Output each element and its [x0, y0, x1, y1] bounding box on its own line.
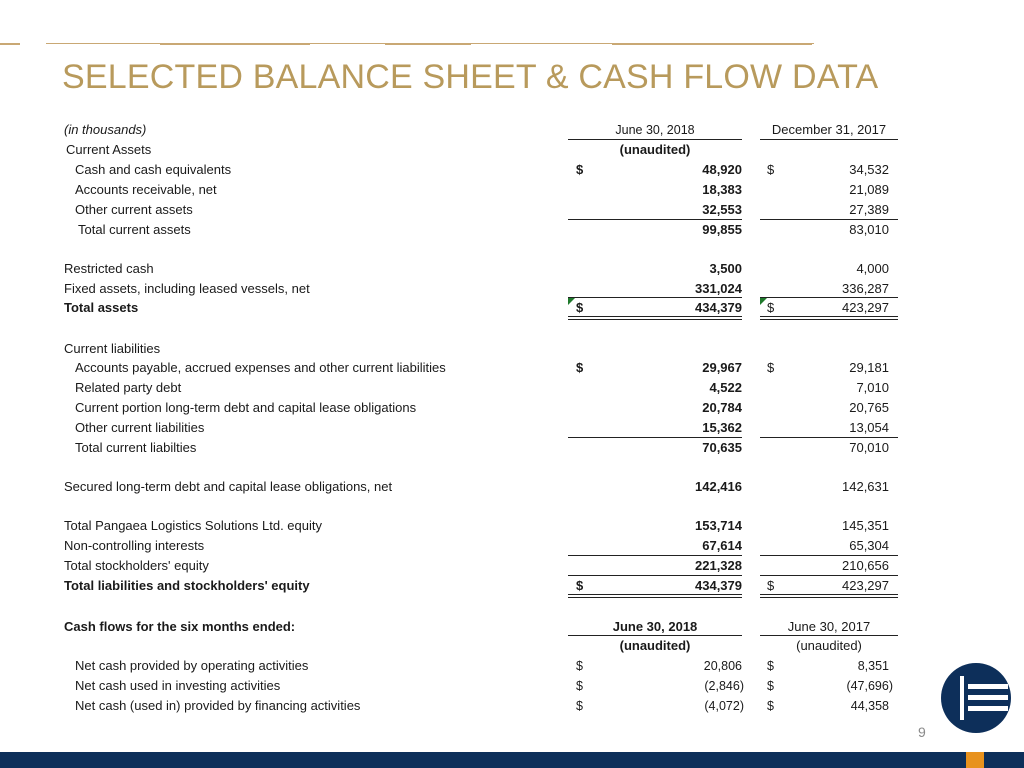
value-2018: 99,855 — [702, 222, 742, 237]
cashflow-unaudited-row — [0, 636, 1024, 656]
row-label: Secured long-term debt and capital lease obligations, net — [64, 479, 393, 494]
row-label: Total current assets — [78, 222, 191, 237]
row-label: Total assets — [64, 300, 139, 315]
value-2018: 70,635 — [702, 440, 742, 455]
balance-row — [0, 477, 1024, 497]
dollar-sign: $ — [767, 360, 775, 375]
balance-row — [0, 398, 1024, 418]
balance-row — [0, 536, 1024, 556]
value-2017: 423,297 — [842, 578, 889, 593]
row-label: Cash and cash equivalents — [75, 162, 232, 177]
row-label: Total Pangaea Logistics Solutions Ltd. equity — [64, 518, 323, 533]
total-double-rule — [760, 316, 898, 320]
unaudited-label: (unaudited) — [619, 638, 691, 653]
balance-row — [0, 298, 1024, 318]
page-number: 9 — [918, 724, 926, 740]
value-2018: 32,553 — [702, 202, 742, 217]
dollar-sign: $ — [767, 300, 775, 315]
value-2017: 34,532 — [849, 162, 889, 177]
row-label: Current liabilities — [64, 341, 161, 356]
top-rule-5 — [612, 43, 812, 45]
value-2018: 29,967 — [702, 360, 742, 375]
row-label: Other current assets — [75, 202, 193, 217]
dollar-sign: $ — [576, 659, 583, 673]
value-2017: 21,089 — [849, 182, 889, 197]
cashflow-col2-header: June 30, 2017 — [787, 619, 871, 634]
row-label: Restricted cash — [64, 261, 154, 276]
value-2018: 48,920 — [702, 162, 742, 177]
value-2017: 4,000 — [856, 261, 889, 276]
value-2017: 7,010 — [856, 380, 889, 395]
cashflow-heading: Cash flows for the six months ended: — [64, 619, 296, 634]
balance-row — [0, 418, 1024, 438]
value-2018: 4,522 — [709, 380, 742, 395]
value-2018: 221,328 — [695, 558, 742, 573]
value-2017: 27,389 — [849, 202, 889, 217]
dollar-sign: $ — [767, 679, 774, 693]
header-row — [0, 120, 1024, 140]
page-title: SELECTED BALANCE SHEET & CASH FLOW DATA — [62, 58, 879, 96]
value-2017: 70,010 — [849, 440, 889, 455]
balance-row — [0, 516, 1024, 536]
balance-row — [0, 358, 1024, 378]
row-label: Fixed assets, including leased vessels, net — [64, 281, 310, 296]
value-2017: 423,297 — [842, 300, 889, 315]
value-2018: 67,614 — [702, 538, 742, 553]
dollar-sign: $ — [767, 162, 775, 177]
total-double-rule — [568, 594, 742, 598]
row-label: Net cash used in investing activities — [75, 678, 281, 693]
cashflow-row — [0, 656, 1024, 676]
row-label: Net cash provided by operating activities — [75, 658, 309, 673]
value-2018: (2,846) — [704, 679, 744, 693]
value-2017: 142,631 — [842, 479, 889, 494]
balance-row — [0, 140, 1024, 160]
value-2018: 434,379 — [695, 300, 742, 315]
unaudited-label: (unaudited) — [796, 638, 862, 653]
dollar-sign: $ — [767, 699, 774, 713]
value-2018: 434,379 — [695, 578, 742, 593]
top-rule-4 — [385, 43, 471, 45]
balance-row — [0, 180, 1024, 200]
footer-bar — [0, 752, 1024, 768]
row-label: Accounts payable, accrued expenses and other current liabilities — [75, 360, 446, 375]
balance-row — [0, 576, 1024, 596]
value-2018: 20,806 — [703, 659, 742, 673]
row-label: Other current liabilities — [75, 420, 205, 435]
value-2017: 13,054 — [849, 420, 889, 435]
balance-row — [0, 259, 1024, 279]
total-double-rule — [760, 594, 898, 598]
balance-row — [0, 200, 1024, 220]
row-label: Net cash (used in) provided by financing activities — [75, 698, 361, 713]
balance-row — [0, 279, 1024, 299]
dollar-sign: $ — [576, 679, 583, 693]
value-2017: 65,304 — [849, 538, 889, 553]
value-2017: 83,010 — [849, 222, 889, 237]
value-2017: 44,358 — [850, 699, 889, 713]
value-2018: 3,500 — [709, 261, 742, 276]
value-2018: (4,072) — [704, 699, 744, 713]
value-2017: 210,656 — [842, 558, 889, 573]
row-label: Related party debt — [75, 380, 182, 395]
dollar-sign: $ — [576, 300, 584, 315]
balance-row — [0, 556, 1024, 576]
row-label: Current Assets — [66, 142, 152, 157]
cashflow-row — [0, 696, 1024, 716]
balance-row — [0, 438, 1024, 458]
value-2018: 331,024 — [695, 281, 742, 296]
dollar-sign: $ — [576, 578, 584, 593]
row-label: Accounts receivable, net — [75, 182, 217, 197]
footer-accent — [966, 752, 984, 768]
dollar-sign: $ — [576, 360, 584, 375]
row-label: Non-controlling interests — [64, 538, 205, 553]
row-label: Total liabilities and stockholders' equity — [64, 578, 310, 593]
cashflow-col1-header: June 30, 2018 — [612, 619, 698, 634]
value-2017: 145,351 — [842, 518, 889, 533]
balance-row — [0, 378, 1024, 398]
dollar-sign: $ — [576, 699, 583, 713]
cashflow-row — [0, 676, 1024, 696]
balance-row — [0, 220, 1024, 240]
top-rule-1 — [0, 43, 20, 45]
dollar-sign: $ — [767, 578, 775, 593]
value-2017: 8,351 — [857, 659, 889, 673]
cashflow-header-row — [0, 617, 1024, 637]
col1-header: June 30, 2018 — [615, 123, 695, 137]
value-2018: 15,362 — [702, 420, 742, 435]
row-label: Current portion long-term debt and capital lease obligations — [75, 400, 417, 415]
dollar-sign: $ — [576, 162, 584, 177]
value-2017: 336,287 — [842, 281, 889, 296]
units-label: (in thousands) — [64, 122, 147, 137]
row-label: Total current liabilties — [75, 440, 197, 455]
total-double-rule — [568, 316, 742, 320]
value-2017: 29,181 — [849, 360, 889, 375]
value-2018: 18,383 — [702, 182, 742, 197]
row-label: Total stockholders' equity — [64, 558, 209, 573]
unaudited-label: (unaudited) — [619, 142, 691, 157]
value-2017: 20,765 — [849, 400, 889, 415]
value-2017: (47,696) — [846, 679, 893, 693]
value-2018: 20,784 — [702, 400, 742, 415]
value-2018: 153,714 — [695, 518, 742, 533]
balance-row — [0, 339, 1024, 359]
col2-header: December 31, 2017 — [771, 122, 887, 137]
dollar-sign: $ — [767, 659, 774, 673]
company-logo-icon — [940, 662, 1012, 734]
value-2018: 142,416 — [695, 479, 742, 494]
balance-row — [0, 160, 1024, 180]
top-rule-3 — [160, 43, 310, 45]
